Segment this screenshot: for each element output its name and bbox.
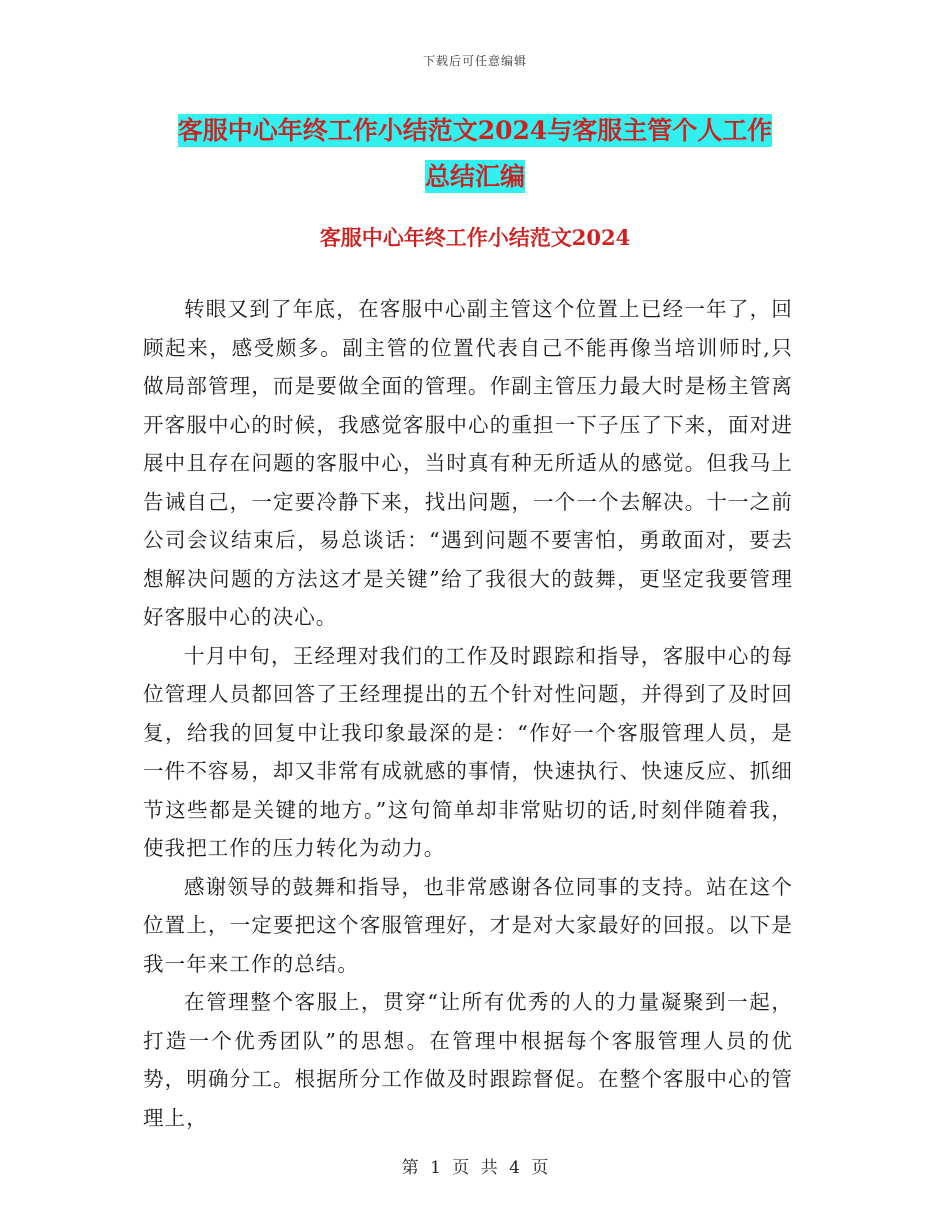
page-number-footer: 第 1 页 共 4 页 (401, 1158, 549, 1178)
title-highlight-line-1: 客服中心年终工作小结范文2024与客服主管个人工作 (177, 116, 773, 145)
section-title: 客服中心年终工作小结范文2024 (319, 225, 631, 250)
document-title (0, 108, 950, 200)
body-paragraph-2: 十月中旬，王经理对我们的工作及时跟踪和指导，客服中心的每位管理人员都回答了王经理提出的五个针对性问题，并得到了及时回复，给我的回复中让我印象最深的是：“作好一个客服管理人员，是一件不容易，却又非常有成就感的事情，快速执行、快速反应、抓细节这些都是关键的地方。”这句简单却非常贴切的话,时刻伴随着我，使我把工作的压力转化为动力。 (143, 643, 793, 860)
body-paragraph-1: 转眼又到了年底，在客服中心副主管这个位置上已经一年了，回顾起来，感受颇多。副主管的位置代表自己不能再像当培训师时,只做局部管理，而是要做全面的管理。作副主管压力最大时是杨主管离开客服中心的时候，我感觉客服中心的重担一下子压了下来，面对进展中且存在问题的客服中心，当时真有种无所适从的感觉。但我马上告诫自己，一定要冷静下来，找出问题，一个一个去解决。十一之前公司会议结束后，易总谈话：“遇到问题不要害怕，勇敢面对，要去想解决问题的方法这才是关键”给了我很大的鼓舞，更坚定我要管理好客服中心的决心。 (143, 297, 793, 629)
document-body (143, 290, 793, 1137)
page-header-note: 下载后可任意编辑 (422, 54, 527, 68)
body-paragraph-3: 感谢领导的鼓舞和指导，也非常感谢各位同事的支持。站在这个位置上，一定要把这个客服管理好，才是对大家最好的回报。以下是我一年来工作的总结。 (143, 874, 793, 976)
body-paragraph-4: 在管理整个客服上，贯穿“让所有优秀的人的力量凝聚到一起，打造一个优秀团队”的思想。在管理中根据每个客服管理人员的优势，明确分工。根据所分工作做及时跟踪督促。在整个客服中心的管理上， (143, 990, 793, 1130)
title-highlight-line-2: 总结汇编 (424, 162, 525, 191)
document-title-line-1 (0, 108, 950, 154)
document-title-line-2 (0, 154, 950, 200)
